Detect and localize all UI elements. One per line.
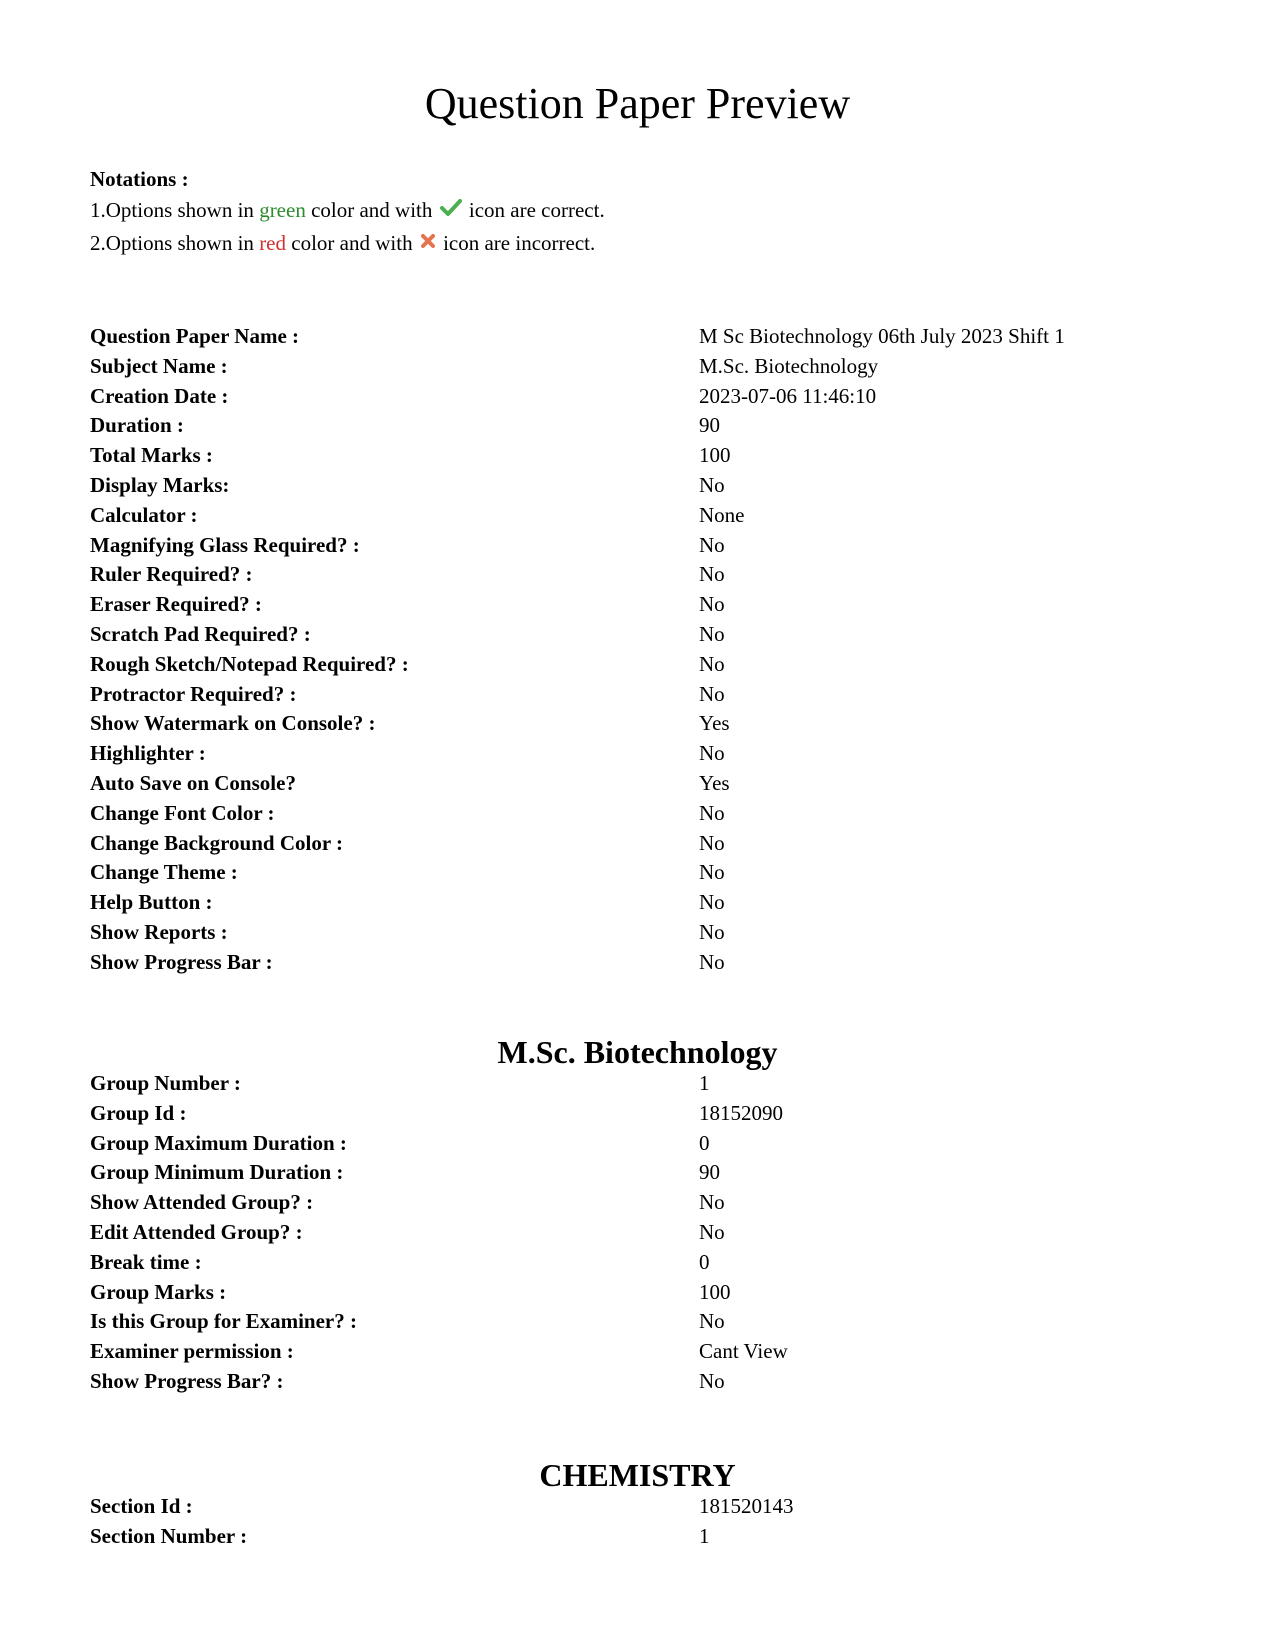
info-row [90,560,1240,590]
notation-red-word: red [259,230,287,255]
info-value: No [699,1219,725,1244]
info-row [90,590,1240,620]
info-row [90,948,1240,978]
info-label: Highlighter : [90,741,206,766]
info-value: No [699,532,725,557]
notation-correct-prefix: 1.Options shown in [90,198,260,222]
info-row [90,411,1240,441]
check-icon [440,195,462,226]
info-label: Magnifying Glass Required? : [90,532,360,557]
info-value: No [699,919,725,944]
info-label: Show Progress Bar : [90,949,273,974]
info-row [90,680,1240,710]
info-label: Auto Save on Console? [90,770,296,795]
info-value: No [699,681,725,706]
notation-correct-suffix: icon are correct. [463,198,605,222]
info-row [90,1158,1240,1188]
notation-incorrect-prefix: 2.Options shown in [90,230,260,255]
info-row [90,382,1240,412]
info-value: No [699,860,725,885]
info-row [90,769,1240,799]
info-label: Change Theme : [90,860,238,885]
info-value: Yes [699,770,730,795]
info-value: 18152090 [699,1100,783,1125]
info-value: M.Sc. Biotechnology [699,353,879,378]
info-row [90,352,1240,382]
info-label: Total Marks : [90,443,213,468]
info-row [90,650,1240,680]
info-label: Examiner permission : [90,1339,294,1364]
info-label: Break time : [90,1249,202,1274]
info-label: Is this Group for Examiner? : [90,1309,357,1334]
info-value: No [699,592,725,617]
info-row [90,1337,1240,1367]
info-value: No [699,472,725,497]
info-value: No [699,1190,725,1215]
info-value: 181520143 [699,1494,794,1518]
info-row [90,858,1240,888]
info-value: No [699,621,725,646]
info-row [90,1522,1240,1552]
info-row [90,1188,1240,1218]
info-row [90,1218,1240,1248]
info-row [90,1129,1240,1159]
info-row [90,799,1240,829]
info-label: Group Id : [90,1100,187,1125]
info-label: Question Paper Name : [90,324,300,348]
info-value: 90 [699,413,720,438]
info-label: Protractor Required? : [90,681,297,706]
info-value: 1 [699,1523,710,1548]
info-label: Duration : [90,413,184,438]
info-label: Rough Sketch/Notepad Required? : [90,651,409,676]
info-value: None [699,502,745,527]
info-row [90,709,1240,739]
section-info-table [90,1492,1240,1552]
info-value: 0 [699,1249,710,1274]
info-label: Show Progress Bar? : [90,1368,284,1393]
info-value: Cant View [699,1339,788,1364]
info-row [90,739,1240,769]
info-value: 100 [699,443,731,468]
info-value: 0 [699,1130,710,1155]
info-label: Ruler Required? : [90,562,253,587]
info-row [90,1069,1240,1099]
info-label: Help Button : [90,890,213,915]
info-value: No [699,651,725,676]
info-label: Group Marks : [90,1279,227,1304]
info-label: Display Marks: [90,472,230,497]
info-row [90,1099,1240,1129]
info-label: Edit Attended Group? : [90,1219,303,1244]
info-row [90,829,1240,859]
info-value: Yes [699,711,730,736]
info-value: No [699,1368,725,1393]
info-label: Group Maximum Duration : [90,1130,347,1155]
notation-incorrect-suffix: icon are incorrect. [437,230,596,255]
info-label: Group Minimum Duration : [90,1160,344,1185]
info-row [90,918,1240,948]
info-label: Change Font Color : [90,800,275,825]
notation-incorrect-middle: color and with [286,230,418,255]
group-heading: M.Sc. Biotechnology [497,1034,778,1070]
info-label: Show Reports : [90,919,228,944]
notations-block [90,164,605,260]
info-row [90,501,1240,531]
info-value: 100 [699,1279,731,1304]
info-label: Show Watermark on Console? : [90,711,376,736]
info-row [90,531,1240,561]
info-row [90,322,1240,352]
info-label: Show Attended Group? : [90,1190,314,1215]
info-value: M Sc Biotechnology 06th July 2023 Shift 1 [699,324,1065,348]
info-row [90,1492,1240,1522]
info-value: 90 [699,1160,720,1185]
notation-correct-middle: color and with [305,198,438,222]
notations-heading: Notations : [90,167,189,191]
info-label: Eraser Required? : [90,592,262,617]
info-row [90,441,1240,471]
info-row [90,620,1240,650]
info-row [90,1278,1240,1308]
info-row [90,1307,1240,1337]
group-info-table [90,1069,1240,1397]
info-value: No [699,949,725,974]
info-label: Section Id : [90,1494,193,1518]
info-value: No [699,800,725,825]
info-value: No [699,830,725,855]
info-value: No [699,890,725,915]
section-heading: CHEMISTRY [539,1457,736,1493]
cross-icon [420,227,436,258]
info-value: 1 [699,1071,710,1095]
info-label: Calculator : [90,502,198,527]
info-row [90,888,1240,918]
info-row [90,1367,1240,1397]
info-value: No [699,1309,725,1334]
info-label: Creation Date : [90,383,229,408]
info-label: Subject Name : [90,353,228,378]
page-title: Question Paper Preview [424,79,851,128]
info-label: Scratch Pad Required? : [90,621,311,646]
notation-incorrect [90,228,605,261]
info-label: Section Number : [90,1523,248,1548]
info-value: No [699,741,725,766]
info-label: Change Background Color : [90,830,344,855]
info-value: No [699,562,725,587]
info-label: Group Number : [90,1071,241,1095]
notation-green-word: green [259,198,306,222]
info-row [90,471,1240,501]
info-value: 2023-07-06 11:46:10 [699,383,877,408]
notation-correct [90,195,605,228]
info-row [90,1248,1240,1278]
paper-info-table [90,322,1240,978]
